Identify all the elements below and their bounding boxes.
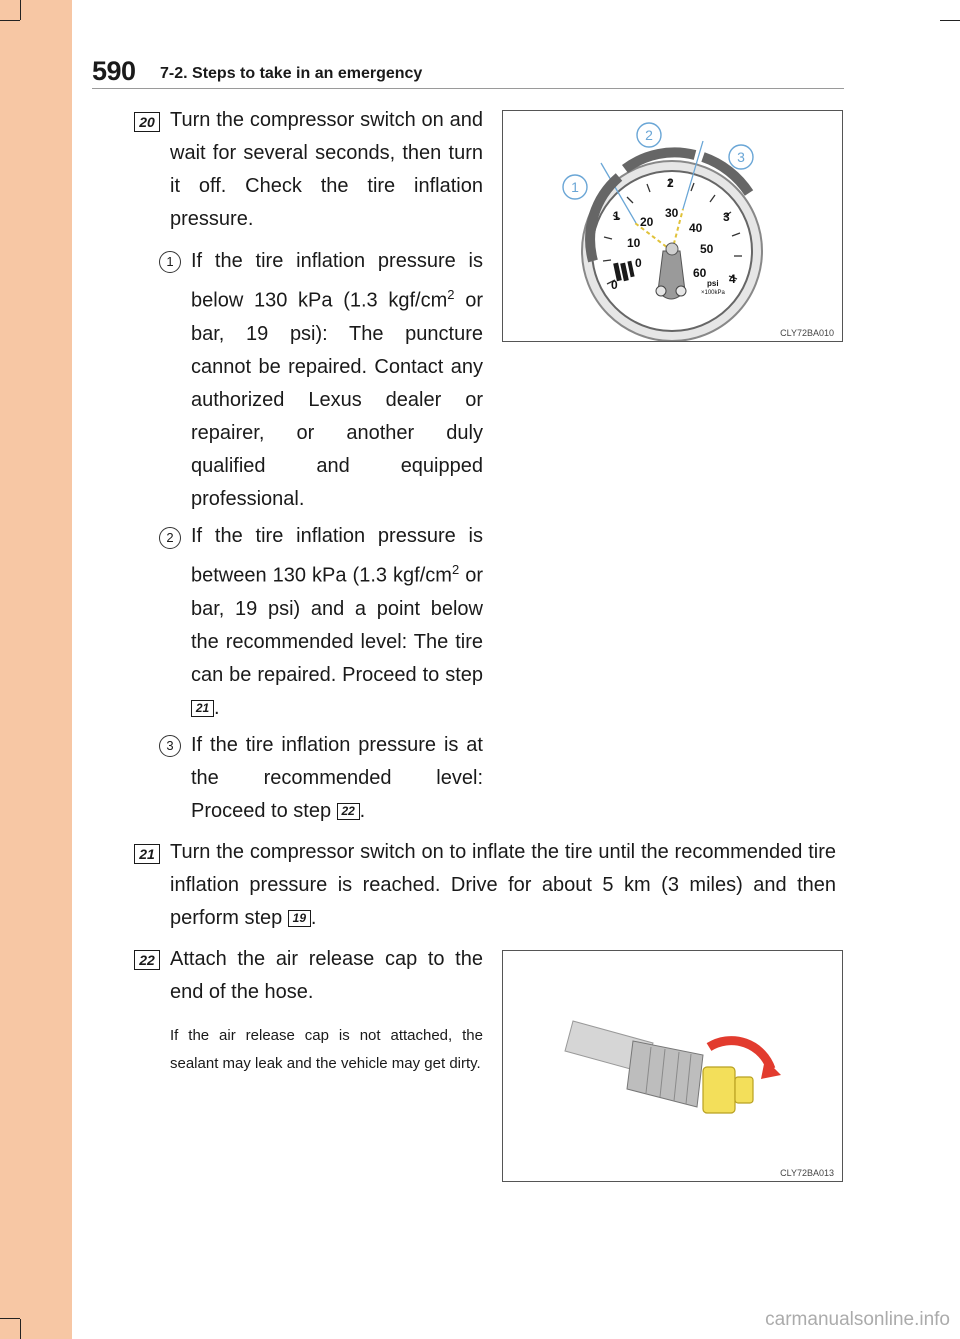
gauge-label-inner-30: 30 [665,206,679,220]
rotate-arrow [709,1041,771,1069]
figure-pressure-gauge [502,110,843,342]
gauge-label-inner-40: 40 [689,221,703,235]
gauge-screw [676,286,686,296]
gauge-label-inner-20: 20 [640,215,654,229]
step-20-text: Turn the compressor switch on and wait for several seconds, then turn it off. Check the tire inflation pressure. [170,109,483,230]
step-ref-19[interactable]: 19 [288,910,311,927]
gauge-label-outer-4: 4 [729,272,736,286]
figure-air-release-cap [502,950,843,1182]
step-20-item-1: If the tire inflation pressure is below 130 kPa (1.3 kgf/$cm^2$ or bar, 19 psi): The puncture cannot be repaired. Contact any authorized Lexus dealer or repairer, or another duly qualified and equipped professional. [191,250,483,510]
watermark: carmanualsonline.info [765,1309,950,1330]
step-21-text: Turn the compressor switch on to inflate the tire until the recommended tire inflation pressure is reached. Drive for about 5 km (3 miles) and then perform step 19 . [170,841,836,929]
gauge-label-inner-10: 10 [627,236,641,250]
gauge-unit-kpa: ×100kPa [701,290,725,296]
section-title: 7-2. Steps to take in an emergency [160,65,423,82]
gauge-label-outer-0: 0 [611,278,618,292]
crop-mark [0,20,20,21]
gauge-label-inner-60: 60 [693,266,707,280]
step-number-21: 21 [134,844,160,864]
step-22-text: Attach the air release cap to the end of the hose. [170,948,483,1003]
step-number-20: 20 [134,112,160,132]
crop-mark [0,1318,20,1319]
gauge-unit-psi: psi [707,279,719,288]
step-20-item-2: If the tire inflation pressure is between 130 kPa (1.3 kgf/$cm^2$ or bar, 19 psi) and a point below the recommended level: The tire can be repaired. Proceed to step 21 . [191,525,483,719]
gauge-label-inner-0: 0 [635,256,642,270]
air-release-cap [703,1067,735,1113]
cap-tab [735,1077,753,1103]
callout-label-3: 3 [737,149,745,165]
gauge-label-outer-3: 3 [723,210,730,224]
gauge-pivot [666,243,678,255]
gauge-label-outer-2: 2 [667,176,674,190]
step-ref-22[interactable]: 22 [337,803,360,820]
gauge-screw [656,286,666,296]
chapter-tab-sidebar [0,0,72,1339]
crop-mark [940,20,960,21]
callout-marker-2: 2 [159,527,181,549]
callout-label-1: 1 [571,179,579,195]
callout-marker-1: 1 [159,251,181,273]
step-20-item-3: If the tire inflation pressure is at the recommended level: Proceed to step 22 . [191,734,483,822]
page-number: 590 [92,56,136,86]
step-22-note: If the air release cap is not attached, the sealant may leak and the vehicle may get dirty. [170,1027,483,1072]
crop-mark [20,1319,21,1339]
crop-mark [20,0,21,20]
callout-label-2: 2 [645,127,653,143]
callout-marker-3: 3 [159,735,181,757]
hose-cap-illustration [503,951,842,1181]
gauge-label-inner-50: 50 [700,242,714,256]
step-ref-21[interactable]: 21 [191,700,214,717]
header-rule [92,88,844,89]
pressure-gauge-illustration [503,111,842,341]
gauge-label-outer-1: 1 [613,209,620,223]
step-number-22: 22 [134,950,160,970]
figure-code: CLY72BA010 [780,328,834,338]
figure-code: CLY72BA013 [780,1168,834,1178]
